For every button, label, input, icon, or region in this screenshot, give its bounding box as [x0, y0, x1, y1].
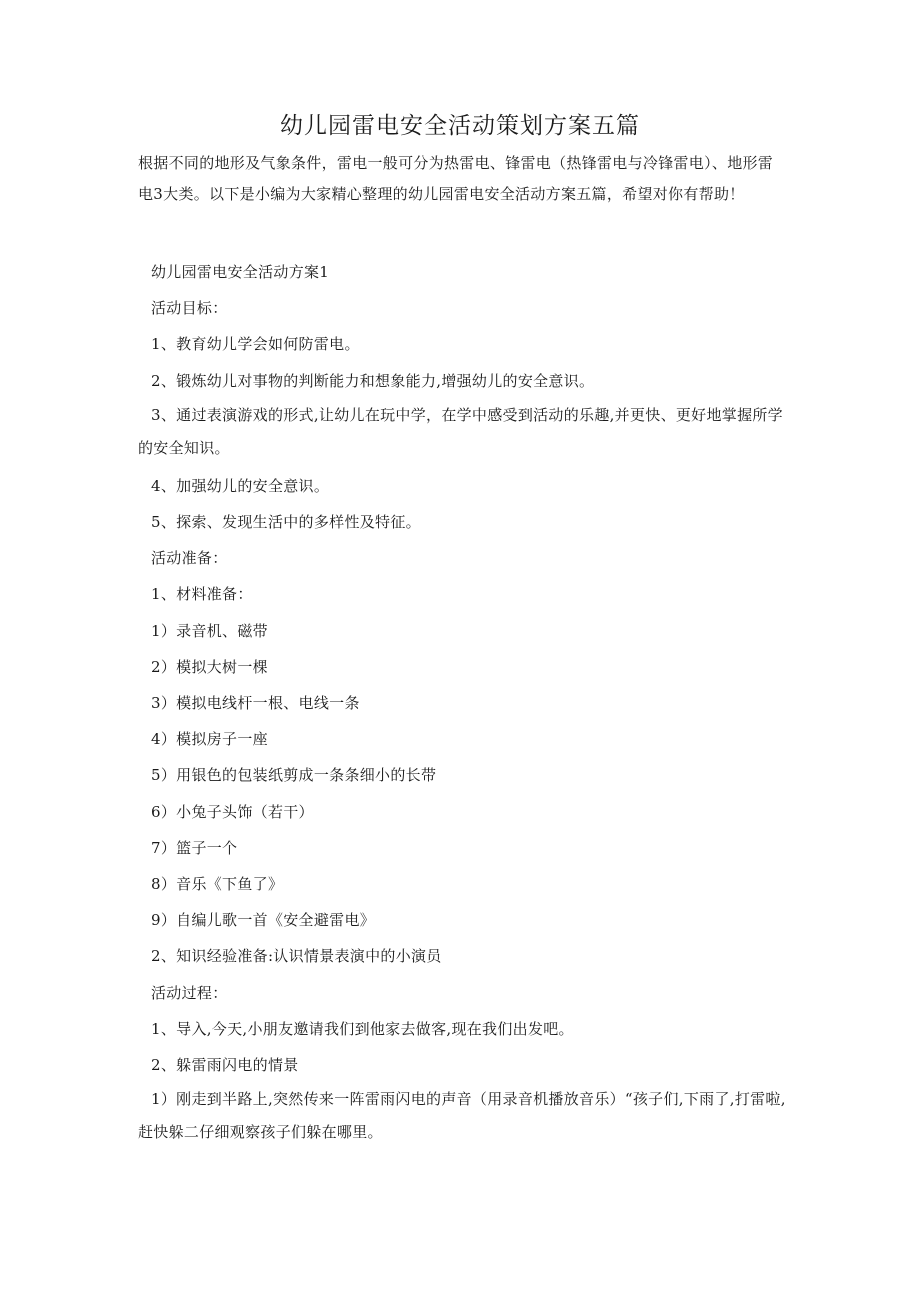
material-item: 7）篮子一个 [151, 838, 238, 857]
intro-text: 根据不同的地形及气象条件，雷电一般可分为热雷电、锋雷电（热锋雷电与冷锋雷电）、地形雷电3大类。以下是小编为大家精心整理的幼儿园雷电安全活动方案五篇，希望对你有帮助！ [138, 154, 774, 203]
material-item: 5）用银色的包装纸剪成一条条细小的长带 [151, 766, 437, 785]
goal-item: 1、教育幼儿学会如何防雷电。 [151, 335, 360, 354]
subheading-process: 活动过程： [151, 983, 228, 1002]
material-item: 1）录音机、磁带 [151, 621, 268, 640]
preparation-item: 1、材料准备： [151, 585, 253, 604]
document-title: 幼儿园雷电安全活动策划方案五篇 [280, 113, 640, 139]
goal-item: 3、通过表演游戏的形式,让幼儿在玩中学，在学中感受到活动的乐趣,并更快、更好地掌握所学的安全知识。 [138, 405, 783, 457]
subheading-goals: 活动目标： [151, 299, 228, 318]
goal-item: 5、探索、发现生活中的多样性及特征。 [151, 513, 421, 532]
material-item: 6）小兔子头饰（若干） [151, 802, 314, 821]
material-item: 3）模拟电线杆一根、电线一条 [151, 694, 360, 713]
material-item: 9）自编儿歌一首《安全避雷电》 [151, 911, 376, 930]
process-item: 1、导入,今天,小朋友邀请我们到他家去做客,现在我们出发吧。 [151, 1019, 574, 1038]
goal-item: 2、锻炼幼儿对事物的判断能力和想象能力,增强幼儿的安全意识。 [151, 371, 595, 390]
intro-paragraph [138, 148, 788, 210]
material-item: 2）模拟大树一棵 [151, 657, 268, 676]
section-heading: 幼儿园雷电安全活动方案1 [151, 263, 330, 281]
process-item: 1）刚走到半路上,突然传来一阵雷雨闪电的声音（用录音机播放音乐）“孩子们,下雨了,打雷啦,赶快躲二仔细观察孩子们躲在哪里。 [138, 1090, 786, 1142]
document-body [138, 254, 788, 1152]
material-item: 4）模拟房子一座 [151, 730, 268, 749]
preparation-item: 2、知识经验准备:认识情景表演中的小演员 [151, 947, 442, 966]
subheading-preparation: 活动准备： [151, 549, 228, 568]
goal-item: 4、加强幼儿的安全意识。 [151, 476, 330, 495]
material-item: 8）音乐《下鱼了》 [151, 875, 284, 894]
process-item: 2、躲雷雨闪电的情景 [151, 1056, 299, 1075]
